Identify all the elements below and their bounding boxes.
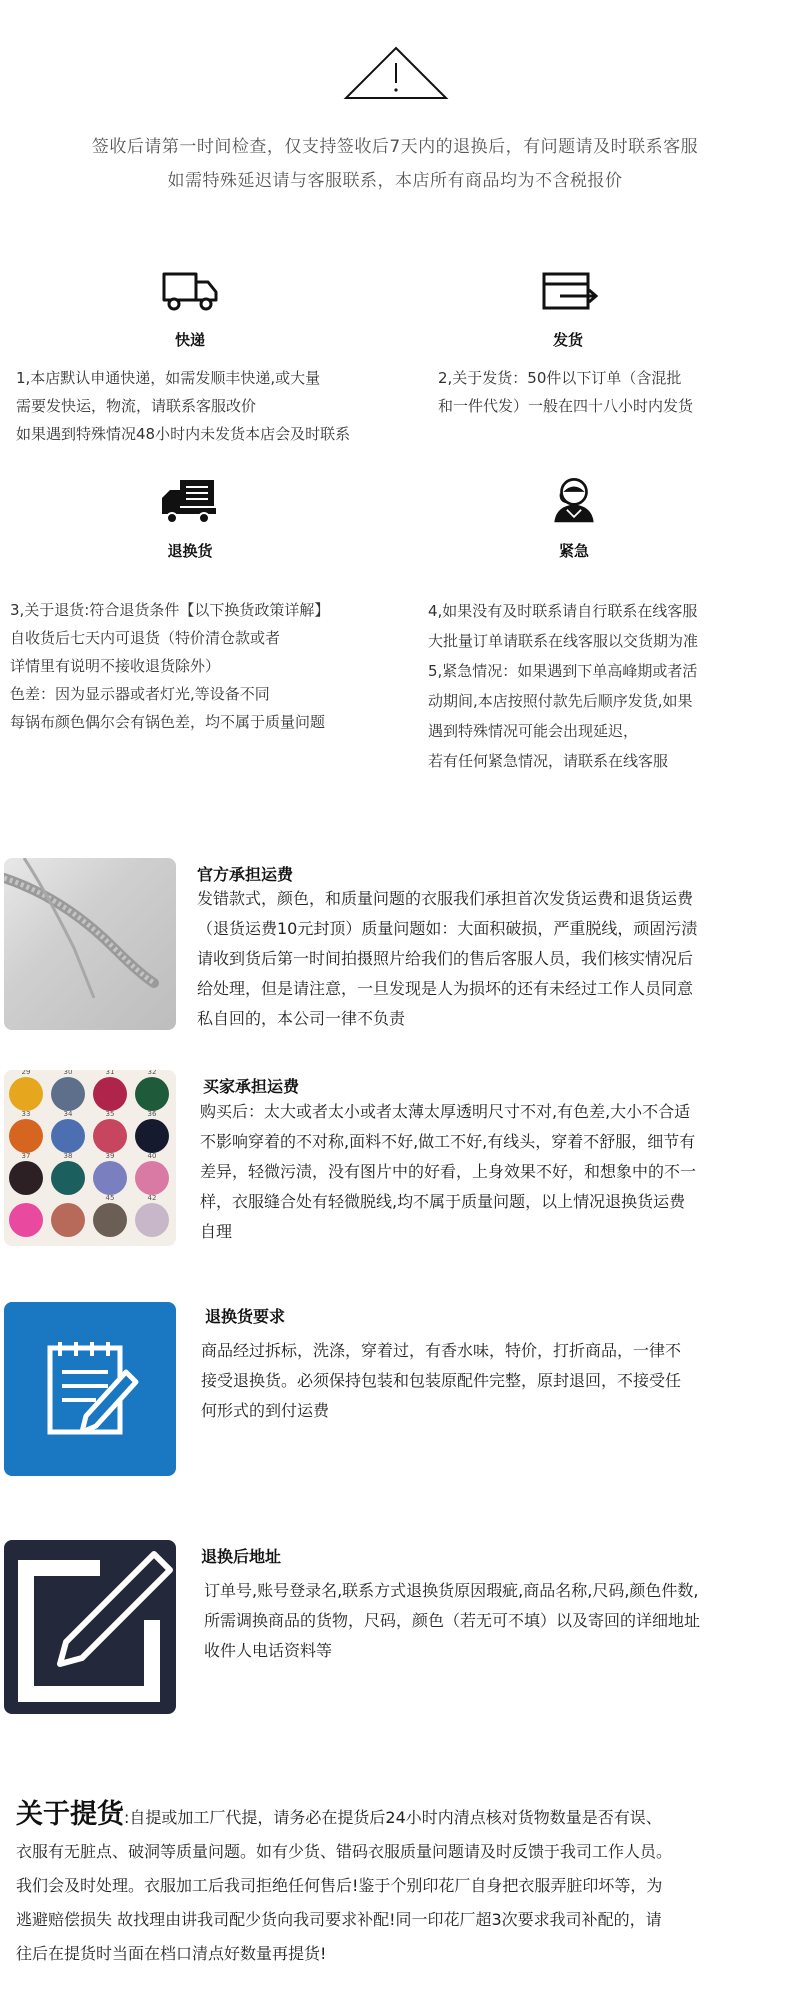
swatch-number: 34 bbox=[63, 1110, 73, 1118]
returns-line: 色差：因为显示器或者灯光,等设备不同 bbox=[10, 685, 270, 703]
official-shipping-text bbox=[197, 884, 757, 1034]
color-swatch bbox=[93, 1161, 127, 1195]
return-requirements-title: 退换货要求 bbox=[205, 1307, 286, 1326]
swatch-number: 39 bbox=[105, 1152, 115, 1160]
shipping-box-icon bbox=[538, 266, 598, 316]
shipping-title: 发货 bbox=[552, 331, 583, 349]
swatch-number: 35 bbox=[105, 1110, 115, 1118]
swatch-number: 40 bbox=[147, 1152, 157, 1160]
document-pencil-icon bbox=[4, 1302, 176, 1476]
color-swatch bbox=[9, 1203, 43, 1237]
returns-line: 每锅布颜色偶尔会有锅色差，均不属于质量问题 bbox=[10, 713, 326, 731]
express-line: 需要发快运，物流，请联系客服改价 bbox=[16, 397, 257, 415]
swatch-number: 38 bbox=[63, 1152, 73, 1160]
express-title: 快递 bbox=[174, 331, 205, 349]
pickup-line: 我们会及时处理。衣服加工后我司拒绝任何售后!鉴于个别印花厂自身把衣服弄脏印坏等，为 bbox=[16, 1876, 663, 1895]
warning-triangle-icon bbox=[343, 45, 449, 101]
customer-service-icon bbox=[544, 474, 604, 524]
shipping-text bbox=[438, 364, 693, 420]
official-line: （退货运费10元封顶）质量问题如：大面积破损，严重脱线，顽固污渍 bbox=[197, 919, 698, 938]
pickup-line: 衣服有无脏点、破洞等质量问题。如有少货、错码衣服质量问题请及时反馈于我司工作人员。 bbox=[16, 1842, 673, 1861]
color-swatch bbox=[51, 1203, 85, 1237]
requirements-line: 何形式的到付运费 bbox=[201, 1401, 330, 1420]
returns-line: 详情里有说明不接收退货除外） bbox=[10, 657, 221, 675]
buyer-line: 不影响穿着的不对称,面料不好,做工不好,有线头，穿着不舒服，细节有 bbox=[200, 1132, 696, 1151]
buyer-line: 差异，轻微污渍，没有图片中的好看，上身效果不好，和想象中的不一 bbox=[200, 1162, 697, 1181]
pickup-line: 逃避赔偿损失 故找理由讲我司配少货向我司要求补配!同一印花厂超3次要求我司补配的，请 bbox=[16, 1910, 662, 1929]
color-swatch bbox=[93, 1119, 127, 1153]
buyer-line: 样，衣服缝合处有轻微脱线,均不属于质量问题，以上情况退换货运费 bbox=[200, 1192, 686, 1211]
hoodie-drawstring-photo bbox=[4, 858, 176, 1030]
official-line: 给处理，但是请注意，一旦发现是人为损坏的还有未经过工作人员同意 bbox=[197, 979, 694, 998]
return-address-text bbox=[204, 1576, 784, 1666]
swatch-number: 42 bbox=[147, 1194, 157, 1202]
express-line: 如果遇到特殊情况48小时内未发货本店会及时联系 bbox=[16, 425, 351, 443]
buyer-shipping-text bbox=[200, 1097, 760, 1247]
color-swatch bbox=[135, 1077, 169, 1111]
swatch-number: 33 bbox=[21, 1110, 31, 1118]
returns-line: 自收货后七天内可退货（特价清仓款或者 bbox=[10, 629, 281, 647]
return-truck-icon bbox=[160, 476, 220, 526]
color-swatch bbox=[9, 1119, 43, 1153]
urgent-line: 若有任何紧急情况，请联系在线客服 bbox=[428, 752, 669, 770]
delivery-truck-icon bbox=[160, 266, 220, 316]
pickup-first-line bbox=[16, 1798, 776, 1835]
swatch-number: 32 bbox=[147, 1070, 157, 1076]
return-address-title: 退换后地址 bbox=[201, 1547, 282, 1566]
urgent-line: 5,紧急情况：如果遇到下单高峰期或者活 bbox=[428, 662, 698, 680]
color-swatch bbox=[93, 1077, 127, 1111]
express-text bbox=[16, 364, 350, 448]
color-swatch bbox=[135, 1161, 169, 1195]
shipping-line: 和一件代发）一般在四十八小时内发货 bbox=[438, 397, 694, 415]
notice-line-1: 签收后请第一时间检查，仅支持签收后7天内的退换后，有问题请及时联系客服 bbox=[91, 137, 699, 157]
buyer-line: 自理 bbox=[200, 1222, 233, 1241]
notice-line-2: 如需特殊延迟请与客服联系，本店所有商品均为不含税报价 bbox=[167, 171, 623, 191]
color-swatch bbox=[93, 1203, 127, 1237]
color-swatch bbox=[51, 1077, 85, 1111]
swatch-number: 29 bbox=[21, 1070, 31, 1076]
urgent-line: 遇到特殊情况可能会出现延迟， bbox=[428, 722, 639, 740]
express-line: 1,本店默认申通快递，如需发顺丰快递,或大量 bbox=[16, 369, 321, 387]
official-line: 私自回的，本公司一律不负责 bbox=[197, 1009, 406, 1028]
color-swatch bbox=[51, 1119, 85, 1153]
requirements-line: 接受退换货。必须保持包装和包装原配件完整，原封退回，不接受任 bbox=[201, 1371, 682, 1390]
document-edit-tile bbox=[4, 1302, 176, 1476]
urgent-line: 动期间,本店按照付款先后顺序发货,如果 bbox=[428, 692, 693, 710]
requirements-line: 商品经过拆标，洗涤，穿着过，有香水味，特价，打折商品，一律不 bbox=[201, 1341, 682, 1360]
swatch-number: 45 bbox=[105, 1194, 115, 1202]
official-shipping-title: 官方承担运费 bbox=[197, 865, 294, 884]
official-line: 发错款式，颜色，和质量问题的衣服我们承担首次发货运费和退货运费 bbox=[197, 889, 694, 908]
urgent-title: 紧急 bbox=[558, 542, 589, 560]
color-swatch bbox=[135, 1203, 169, 1237]
pickup-heading: 关于提货 bbox=[16, 1799, 124, 1830]
pen-edit-icon bbox=[4, 1540, 176, 1714]
swatch-number: 30 bbox=[63, 1070, 73, 1076]
swatch-number: 31 bbox=[105, 1070, 115, 1076]
shipping-line: 2,关于发货：50件以下订单（含混批 bbox=[438, 369, 682, 387]
color-swatch bbox=[51, 1161, 85, 1195]
swatch-number: 36 bbox=[147, 1110, 157, 1118]
swatch-number: 37 bbox=[21, 1152, 31, 1160]
pickup-notice bbox=[16, 1798, 776, 1971]
buyer-shipping-title: 买家承担运费 bbox=[203, 1077, 300, 1096]
official-line: 请收到货后第一时间拍摄照片给我们的售后客服人员，我们核实情况后 bbox=[197, 949, 694, 968]
buyer-line: 购买后：太大或者太小或者太薄太厚透明尺寸不对,有色差,大小不合适 bbox=[200, 1102, 691, 1121]
urgent-line: 4,如果没有及时联系请自行联系在线客服 bbox=[428, 602, 698, 620]
returns-text bbox=[10, 596, 329, 736]
urgent-text bbox=[428, 596, 698, 776]
urgent-line: 大批量订单请联系在线客服以交货期为准 bbox=[428, 632, 699, 650]
address-line: 所需调换商品的货物，尺码，颜色（若无可不填）以及寄回的详细地址 bbox=[204, 1611, 701, 1630]
pen-edit-tile bbox=[4, 1540, 176, 1714]
address-line: 收件人电话资料等 bbox=[204, 1641, 333, 1660]
color-swatch bbox=[9, 1077, 43, 1111]
pickup-line: 往后在提货时当面在档口清点好数量再提货! bbox=[16, 1944, 327, 1963]
color-swatch-photo bbox=[4, 1070, 176, 1246]
pickup-line: :自提或加工厂代提，请务必在提货后24小时内清点核对货物数量是否有误、 bbox=[124, 1808, 662, 1827]
returns-line: 3,关于退货:符合退货条件【以下换货政策详解】 bbox=[10, 601, 330, 619]
returns-title: 退换货 bbox=[167, 542, 213, 560]
return-requirements-text bbox=[201, 1336, 761, 1426]
color-swatch bbox=[9, 1161, 43, 1195]
color-swatch bbox=[135, 1119, 169, 1153]
address-line: 订单号,账号登录名,联系方式退换货原因瑕疵,商品名称,尺码,颜色件数, bbox=[204, 1581, 699, 1600]
